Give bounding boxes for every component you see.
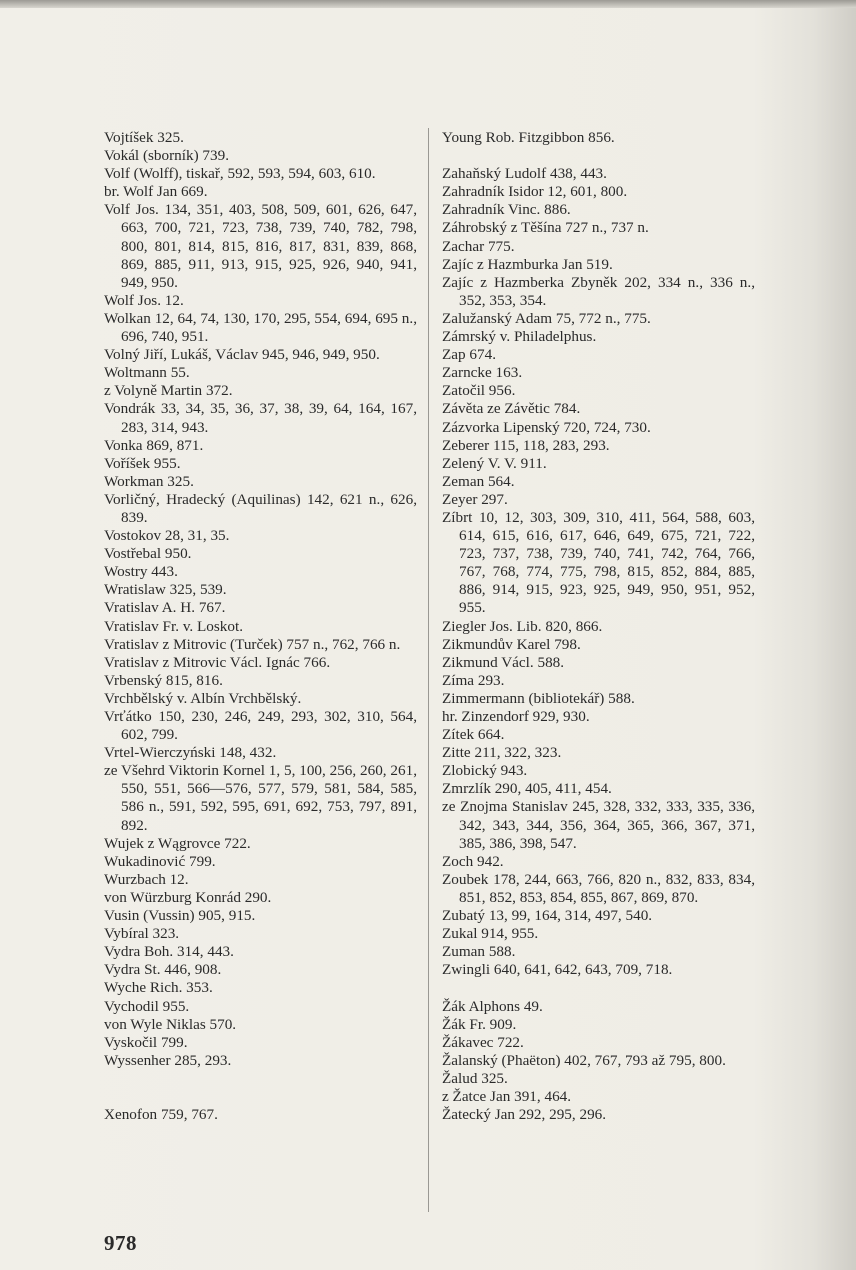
index-entry: Žatecký Jan 292, 295, 296. [442, 1106, 607, 1124]
index-entry: Vonka 869, 871. [104, 436, 204, 454]
index-entry: Zelený V. V. 911. [442, 454, 547, 472]
right-entries-top [442, 129, 755, 147]
page-number: 978 [104, 1231, 137, 1255]
index-entry: von Wyle Niklas 570. [104, 1015, 237, 1033]
index-entry: Young Rob. Fitzgibbon 856. [442, 129, 615, 146]
section-gap [104, 1070, 417, 1088]
index-entry: Zeman 564. [442, 472, 515, 490]
index-entry: Zuman 588. [442, 943, 516, 961]
index-entry: Vratislav A. H. 767. [104, 599, 226, 617]
index-entry: Zajíc z Hazmburka Jan 519. [442, 255, 613, 273]
index-entry: Zlobický 943. [442, 762, 528, 780]
index-entry: Závěta ze Závětic 784. [442, 400, 581, 418]
index-entry: Vrbenský 815, 816. [104, 671, 223, 689]
index-entry: Vondrák 33, 34, 35, 36, 37, 38, 39, 64, 164, 167, 283, 314, 943. [104, 400, 417, 436]
index-entry: Zap 674. [442, 346, 496, 364]
index-entry: Zámrský v. Philadelphus. [442, 328, 597, 346]
index-entry: Zíma 293. [442, 671, 505, 689]
index-entry: Vyskočil 799. [104, 1033, 188, 1051]
index-entry: Wyche Rich. 353. [104, 979, 213, 997]
index-entry: Žák Alphons 49. [442, 997, 543, 1015]
index-entry: Zoch 942. [442, 852, 504, 870]
index-entry: Volf (Wolff), tiskař, 592, 593, 594, 603, 610. [104, 165, 376, 183]
index-entry: Zitte 211, 322, 323. [442, 744, 562, 762]
index-column-left [104, 129, 417, 1124]
index-entry: Zázvorka Lipenský 720, 724, 730. [442, 418, 651, 436]
index-entry: Zítek 664. [442, 726, 505, 744]
index-entry: Záhrobský z Těšína 727 n., 737 n. [442, 219, 649, 237]
index-entry: Žalanský (Phaëton) 402, 767, 793 až 795, 800. [442, 1051, 726, 1069]
index-entry: Vorličný, Hradecký (Aquilinas) 142, 621 n., 626, 839. [104, 490, 417, 526]
index-entry: Vrtel-Wierczyński 148, 432. [104, 744, 277, 762]
index-entry: Zahradník Isidor 12, 601, 800. [442, 183, 628, 201]
index-entry: Zíbrt 10, 12, 303, 309, 310, 411, 564, 588, 603, 614, 615, 616, 617, 646, 649, 675, 721, 722, 723, 737, 738, 739, 740, 741, 742, 764, 766, 767, 768, 774, 775, 798, 815, 852, 884, 885, 886, 914, 915, 923, 925, 949, 950, 951, 952, 955. [442, 508, 755, 617]
index-entry: Wukadinović 799. [104, 852, 216, 870]
left-entries-after-gap [104, 1106, 417, 1124]
index-entry: Volf Jos. 134, 351, 403, 508, 509, 601, 626, 647, 663, 700, 721, 723, 738, 739, 740, 782, 798, 800, 801, 814, 815, 816, 817, 831, 839, 868, 869, 885, 911, 913, 915, 925, 926, 940, 941, 949, 950. [104, 201, 417, 291]
index-entry: Zeberer 115, 118, 283, 293. [442, 436, 610, 454]
index-entry: Vrchbělský v. Albín Vrchbělský. [104, 689, 302, 707]
index-entry: br. Wolf Jan 669. [104, 183, 208, 201]
index-entry: Wurzbach 12. [104, 870, 189, 888]
index-entry: Zahradník Vinc. 886. [442, 201, 571, 219]
column-divider [428, 128, 429, 1212]
index-entry: Woltmann 55. [104, 364, 190, 382]
page-top-edge [0, 0, 856, 8]
index-entry: Vybíral 323. [104, 925, 180, 943]
right-entries-after-gap [442, 998, 755, 1125]
index-entry: Wratislaw 325, 539. [104, 581, 227, 599]
index-entry: Vrťátko 150, 230, 246, 249, 293, 302, 310, 564, 602, 799. [104, 708, 417, 744]
index-entry: Zikmund Václ. 588. [442, 653, 565, 671]
index-entry: Zarncke 163. [442, 364, 523, 382]
index-entry: Workman 325. [104, 472, 194, 490]
section-gap [104, 1088, 417, 1106]
index-entry: Zachar 775. [442, 237, 515, 255]
index-entry: z Žatce Jan 391, 464. [442, 1087, 572, 1105]
index-entry: Vydra St. 446, 908. [104, 961, 222, 979]
index-entry: Zwingli 640, 641, 642, 643, 709, 718. [442, 961, 673, 979]
index-entry: Zahaňský Ludolf 438, 443. [442, 165, 607, 183]
index-entry: Vratislav z Mitrovic (Turček) 757 n., 762, 766 n. [104, 635, 401, 653]
index-entry: Žákavec 722. [442, 1033, 524, 1051]
index-entry: Zmrzlík 290, 405, 411, 454. [442, 780, 612, 798]
index-entry: Zalužanský Adam 75, 772 n., 775. [442, 309, 651, 327]
index-entry: Vratislav z Mitrovic Václ. Ignác 766. [104, 653, 331, 671]
index-entry: Vydra Boh. 314, 443. [104, 943, 234, 961]
index-entry: Zatočil 956. [442, 382, 516, 400]
section-gap [442, 979, 755, 997]
index-entry: Vostřebal 950. [104, 545, 192, 563]
index-entry: ze Znojma Stanislav 245, 328, 332, 333, 335, 336, 342, 343, 344, 356, 364, 365, 366, 367, 371, 385, 386, 398, 547. [442, 798, 755, 852]
index-entry: ze Všehrd Viktorin Kornel 1, 5, 100, 256, 260, 261, 550, 551, 566—576, 577, 579, 581, 584, 585, 586 n., 591, 592, 595, 691, 692, 753, 797, 891, 892. [104, 762, 417, 834]
index-entry: Wujek z Wągrovce 722. [104, 834, 251, 852]
index-entry: Zimmermann (bibliotekář) 588. [442, 689, 635, 707]
index-entry: Zoubek 178, 244, 663, 766, 820 n., 832, 833, 834, 851, 852, 853, 854, 855, 867, 869, 870. [442, 870, 755, 906]
index-entry: Žalud 325. [442, 1069, 508, 1087]
index-column-right [442, 129, 755, 1124]
index-entry: Vusin (Vussin) 905, 915. [104, 907, 256, 925]
index-entry: hr. Zinzendorf 929, 930. [442, 708, 590, 725]
section-gap [442, 147, 755, 165]
left-entries [104, 129, 417, 1070]
index-entry: von Würzburg Konrád 290. [104, 888, 272, 906]
index-entry: Zeyer 297. [442, 490, 508, 508]
index-entry: Ziegler Jos. Lib. 820, 866. [442, 617, 603, 635]
right-entries [442, 165, 755, 979]
index-entry: Wolf Jos. 12. [104, 291, 184, 309]
index-entry: Zukal 914, 955. [442, 925, 539, 943]
index-entry: Volný Jiří, Lukáš, Václav 945, 946, 949, 950. [104, 346, 380, 364]
index-entry: Vratislav Fr. v. Loskot. [104, 617, 243, 635]
index-entry: Vychodil 955. [104, 997, 190, 1015]
index-entry: Žák Fr. 909. [442, 1015, 517, 1033]
index-entry: Wostry 443. [104, 563, 178, 581]
index-entry: Wyssenher 285, 293. [104, 1051, 232, 1069]
index-entry: Vostokov 28, 31, 35. [104, 527, 230, 545]
index-entry: Wolkan 12, 64, 74, 130, 170, 295, 554, 694, 695 n., 696, 740, 951. [104, 309, 417, 346]
index-entry: Zikmundův Karel 798. [442, 635, 581, 653]
index-entry: Xenofon 759, 767. [104, 1106, 218, 1124]
index-entry: Vokál (sborník) 739. [104, 147, 230, 165]
index-entry: Zajíc z Hazmberka Zbyněk 202, 334 n., 336 n., 352, 353, 354. [442, 273, 755, 309]
index-entry: z Volyně Martin 372. [104, 382, 233, 400]
index-entry: Vojtíšek 325. [104, 129, 184, 146]
index-entry: Voříšek 955. [104, 454, 181, 472]
index-entry: Zubatý 13, 99, 164, 314, 497, 540. [442, 907, 653, 925]
